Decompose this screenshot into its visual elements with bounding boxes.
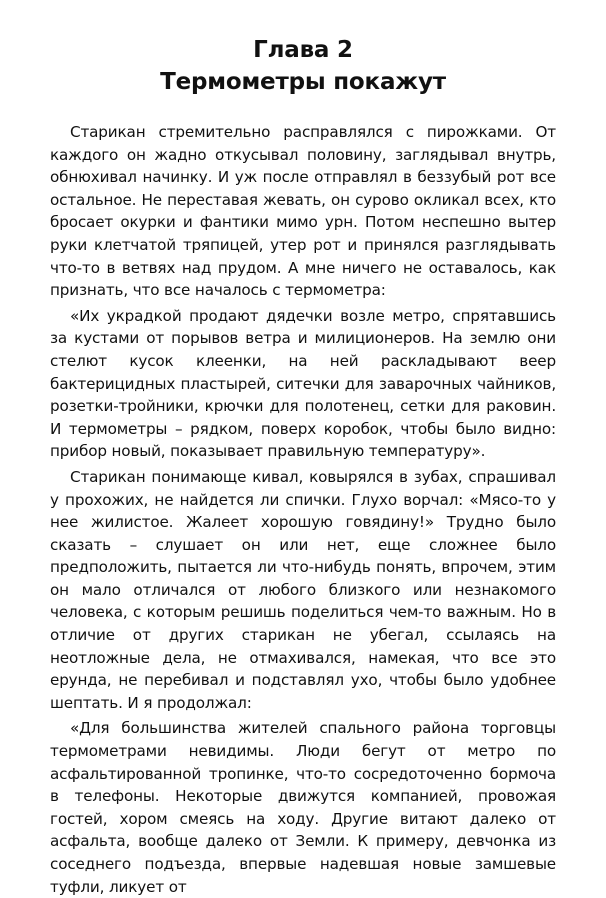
chapter-number: Глава 2 [253, 37, 353, 63]
paragraph-2: «Их украдкой продают дядечки возле метро, спрятавшись за кустами от порывов ветра и милиционеров. На землю они стелют кусок клеенки, на ней раскладывают веер бактерицидных пластырей, ситечки для заварочных чайников, розетки-тройники, крючки для полотенец, сетки для раковин. И термометры – рядком, поверх коробок, чтобы было видно: прибор новый, показывает правильную температуру». [50, 306, 556, 461]
paragraph-3: Старикан понимающе кивал, ковырялся в зубах, спрашивал у прохожих, не найдется ли спички. Глухо ворчал: «Мясо-то у нее жилистое. Жалеет хорошую говядину!» Трудно было сказать – слушает он или нет, еще сложнее было предположить, пытается ли что-нибудь понять, впрочем, этим он мало отличался от любого близкого или незнакомого человека, с которым решишь поделиться чем-то важным. Но в отличие от других старикан не убегал, ссылаясь на неотложные дела, не отмахивался, намекая, что все это ерунда, не перебивал и подставлял ухо, чтобы было удобнее шептать. И я продолжал: [50, 467, 556, 712]
paragraph-1: Старикан стремительно расправлялся с пирожками. От каждого он жадно откусывал половину, заглядывал внутрь, обнюхивал начинку. И уж после отправлял в беззубый рот все остальное. Не переставая жевать, он сурово окликал всех, кто бросает окурки и фантики мимо урн. Потом неспешно вытер руки клетчатой тряпицей, утер рот и принялся разглядывать что-то в ветвях над прудом. А мне ничего не оставалось, как признать, что все началось с термометра: [50, 123, 556, 300]
chapter-title: Термометры покажут [160, 69, 446, 95]
chapter-body [50, 121, 556, 898]
paragraph-4: «Для большинства жителей спального района торговцы термометрами невидимы. Люди бегут от метро по асфальтированной тропинке, что-то сосредоточенно бормоча в телефоны. Некоторые движутся компанией, провожая гостей, хором смеясь на ходу. Другие витают далеко от асфальта, вообще далеко от Земли. К примеру, девчонка из соседнего подъезда, впервые надевшая новые замшевые туфли, ликует от [50, 719, 556, 896]
